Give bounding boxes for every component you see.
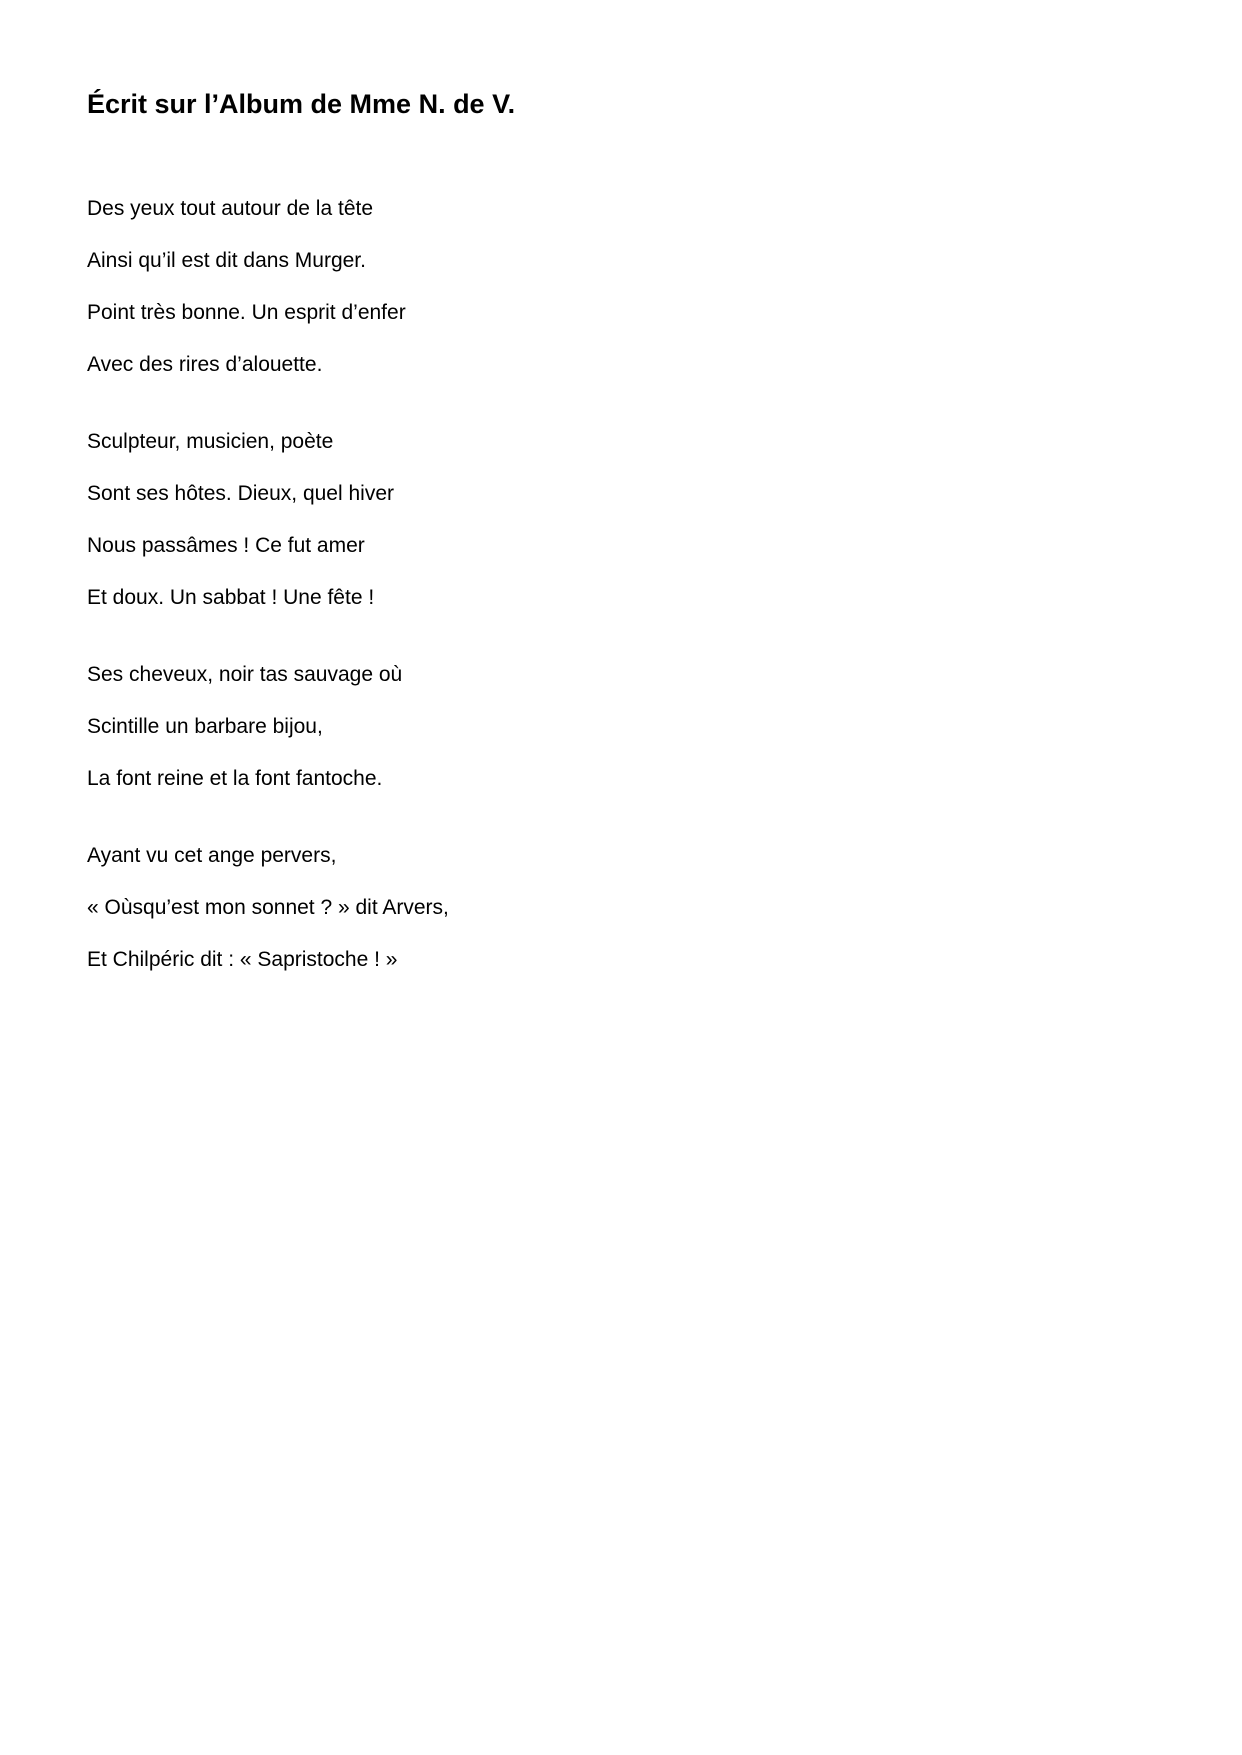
poem-line: Sculpteur, musicien, poète: [87, 430, 334, 453]
poem-line: « Oùsqu’est mon sonnet ? » dit Arvers,: [87, 896, 449, 919]
poem-line: Et doux. Un sabbat ! Une fête !: [87, 586, 375, 609]
poem-line: Des yeux tout autour de la tête: [87, 197, 374, 220]
stanza-3: [87, 662, 449, 792]
poem-line: Ainsi qu’il est dit dans Murger.: [87, 249, 366, 272]
poem-line: Avec des rires d’alouette.: [87, 353, 323, 376]
poem-line: Nous passâmes ! Ce fut amer: [87, 534, 365, 557]
poem-title: Écrit sur l’Album de Mme N. de V.: [87, 89, 516, 119]
poem-line: Et Chilpéric dit : « Sapristoche ! »: [87, 948, 398, 971]
poem-body: [87, 196, 449, 973]
stanza-1: [87, 196, 449, 378]
poem-line: Ses cheveux, noir tas sauvage où: [87, 663, 403, 686]
stanza-4: [87, 843, 449, 973]
poem-line: Scintille un barbare bijou,: [87, 715, 323, 738]
poem-line: Sont ses hôtes. Dieux, quel hiver: [87, 482, 395, 505]
poem-line: Point très bonne. Un esprit d’enfer: [87, 301, 406, 324]
poem-line: Ayant vu cet ange pervers,: [87, 844, 337, 867]
poem-line: La font reine et la font fantoche.: [87, 767, 383, 790]
stanza-2: [87, 429, 449, 611]
